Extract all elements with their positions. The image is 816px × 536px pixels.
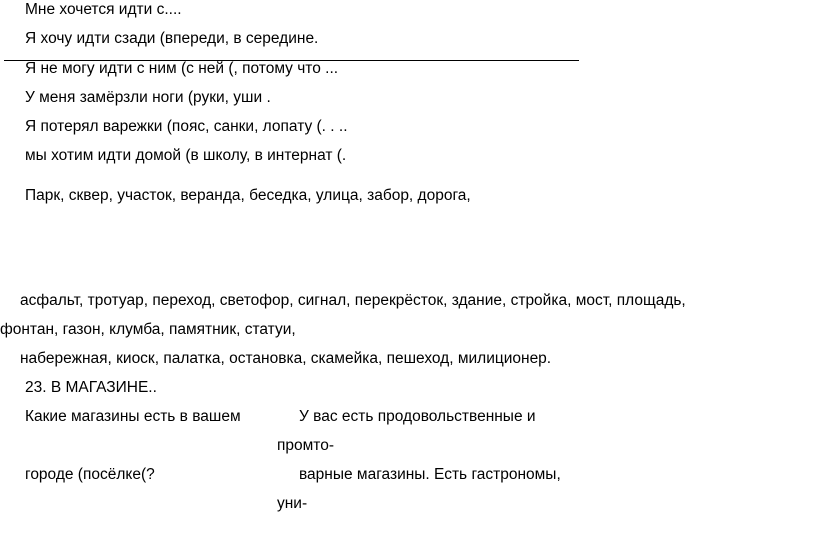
question-line-2: городе (посёлке(? [25,466,155,483]
phrase-4: У меня замёрзли ноги (руки, уши . [25,89,271,106]
phrase-2: Я хочу идти сзади (впереди, в середине. [25,30,319,47]
answer-line-3: варные магазины. Есть гастрономы, [299,466,561,483]
phrase-1: Мне хочется идти с.... [25,1,182,18]
phrase-5: Я потерял варежки (пояс, санки, лопату (. . .. [25,118,348,135]
vocabulary-line-2: асфальт, тротуар, переход, светофор, сигнал, перекрёсток, здание, стройка, мост, площадь, [20,292,686,309]
phrase-6: мы хотим идти домой (в школу, в интернат (. [25,147,347,164]
question-line-1: Какие магазины есть в вашем [25,408,241,425]
section-heading: 23. В МАГАЗИНЕ.. [25,379,157,396]
answer-line-1: У вас есть продовольственные и [299,408,536,425]
answer-line-4: уни- [277,495,308,512]
vocabulary-line-4: набережная, киоск, палатка, остановка, скамейка, пешеход, милиционер. [20,350,552,367]
vocabulary-line-3: фонтан, газон, клумба, памятник, статуи, [0,321,296,338]
phrase-3: Я не могу идти с ним (с ней (, потому что ... [25,60,339,77]
answer-line-2: промто- [277,437,334,454]
vocabulary-line-1: Парк, сквер, участок, веранда, беседка, улица, забор, дорога, [25,187,471,204]
